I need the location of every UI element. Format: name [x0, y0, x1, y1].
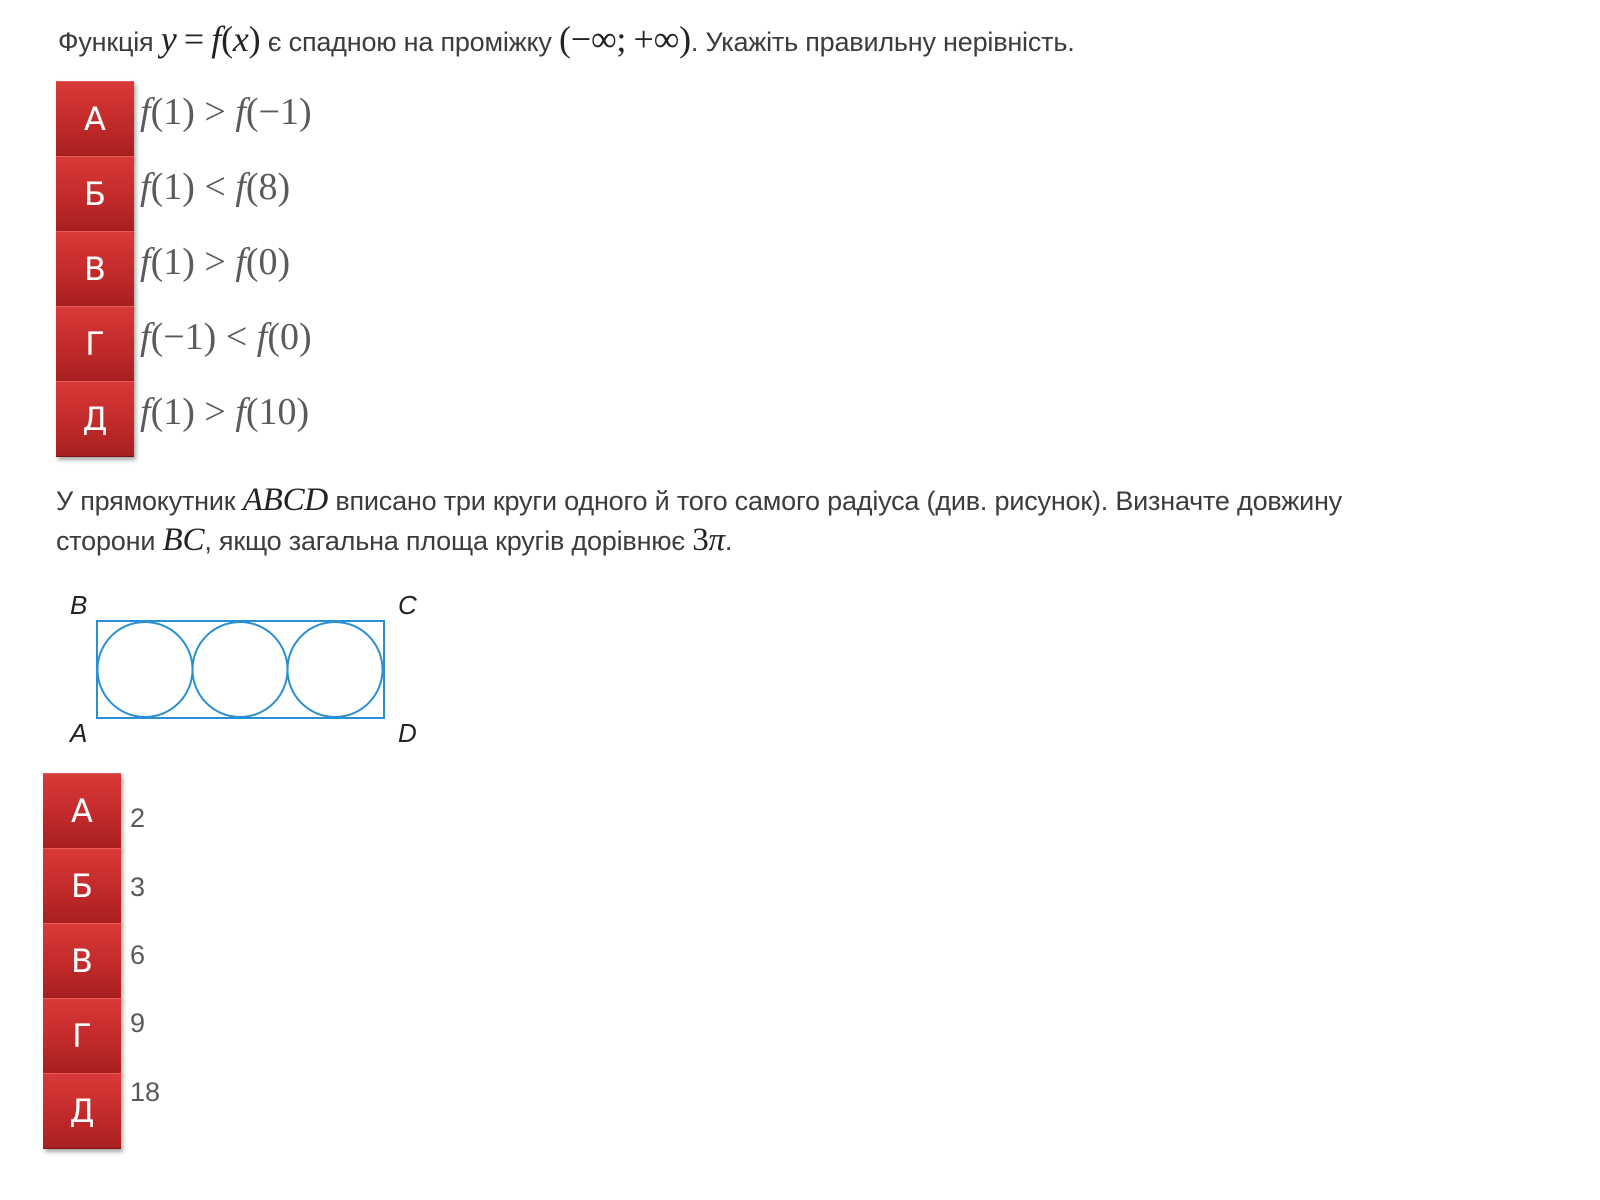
q1-text-1: Функція [58, 27, 154, 57]
q2-option-d-letter: Г [72, 1017, 92, 1055]
q1-d-rhs-f: f [256, 316, 268, 358]
q1-option-a-badge[interactable] [56, 81, 134, 157]
q2-option-e-value: 18 [130, 1077, 161, 1107]
q2-option-a-value: 2 [130, 803, 146, 833]
q1-text-3: . Укажіть правильну нерівність. [690, 27, 1075, 57]
q2-option-b-badge[interactable] [43, 848, 121, 924]
figure-label-b: B [70, 590, 88, 620]
q2-line1-b: вписано три круги одного й того самого радіуса (див. рисунок). Визначте довжину [335, 486, 1342, 516]
q1-e-rhs-f: f [235, 391, 246, 433]
q1-math-f: f [211, 19, 222, 59]
q1-c-rhs-f: f [235, 241, 246, 283]
q2-line2-num: 3 [692, 522, 709, 558]
q1-option-e-letter: Д [82, 400, 108, 438]
q2-option-c-letter: В [71, 942, 93, 980]
q1-c-op: > [204, 241, 226, 283]
circle-1 [98, 622, 193, 717]
q1-option-d-text [140, 315, 312, 359]
q1-text-2: є спадною на проміжку [267, 27, 552, 57]
q1-c-rhs-arg: (0) [245, 241, 291, 283]
q2-option-a-letter: А [71, 792, 93, 830]
q1-option-c-letter: В [84, 250, 106, 288]
q1-math-y: y [160, 19, 177, 59]
q1-option-d-badge[interactable] [56, 306, 134, 382]
q1-e-rhs-arg: (10) [245, 391, 310, 433]
q2-line2-math: BC [162, 522, 205, 558]
q1-c-lhs-f: f [140, 241, 151, 283]
q2-line2-end: . [724, 526, 733, 556]
q1-b-rhs-f: f [235, 166, 246, 208]
q1-e-lhs-arg: (1) [150, 391, 195, 433]
q1-e-op: > [204, 391, 226, 433]
question1-statement [58, 18, 1075, 60]
q2-option-c-badge[interactable] [43, 923, 121, 999]
q1-option-a-letter: А [84, 100, 106, 138]
figure-label-a: A [70, 718, 88, 748]
q1-option-e-text [140, 390, 309, 434]
q1-e-lhs-f: f [140, 391, 151, 433]
circle-3 [288, 622, 383, 717]
q2-option-e-badge[interactable] [43, 1073, 121, 1149]
q1-a-lhs-f: f [140, 91, 151, 133]
q2-line1-a: У прямокутник [56, 486, 236, 516]
q2-line2-b: , якщо загальна площа кругів дорівнює [204, 526, 685, 556]
q1-math-eq: = [183, 19, 204, 59]
q1-option-b-letter: Б [84, 175, 106, 213]
question2-line1 [56, 482, 1342, 519]
rectangle-with-circles [90, 615, 396, 725]
q2-option-c-value: 6 [130, 940, 146, 970]
q1-interval-close: +∞) [633, 19, 691, 59]
q1-option-c-badge[interactable] [56, 231, 134, 307]
figure-label-c: C [398, 590, 417, 620]
q1-interval-open: (−∞; [559, 19, 627, 59]
q1-c-lhs-arg: (1) [150, 241, 195, 283]
q1-math-open: ( [221, 19, 233, 59]
q2-option-b-value: 3 [130, 872, 146, 902]
q1-option-b-text [140, 165, 290, 209]
q2-option-b-letter: Б [71, 867, 93, 905]
q1-b-op: < [204, 166, 226, 208]
rectangle-abcd [97, 621, 384, 718]
q2-line2-pi: π [708, 522, 725, 558]
q2-line2-a: сторони [56, 526, 156, 556]
q2-option-d-value: 9 [130, 1008, 146, 1038]
q1-d-op: < [225, 316, 248, 358]
q2-option-d-badge[interactable] [43, 998, 121, 1074]
q1-option-d-letter: Г [85, 325, 105, 363]
q1-math-x: x [232, 19, 249, 59]
q1-b-lhs-arg: (1) [150, 166, 195, 208]
q1-d-rhs-arg: (0) [267, 316, 312, 358]
figure-label-d: D [398, 718, 417, 748]
q1-option-b-badge[interactable] [56, 156, 134, 232]
q1-a-rhs-f: f [235, 91, 246, 133]
q1-option-e-badge[interactable] [56, 381, 134, 457]
question2-line2 [56, 522, 732, 559]
q1-option-a-text [140, 90, 312, 134]
q2-option-e-letter: Д [69, 1092, 95, 1130]
q2-line1-math: ABCD [242, 482, 329, 518]
q2-option-a-badge[interactable] [43, 773, 121, 849]
q1-a-rhs-arg: (−1) [245, 91, 312, 133]
q1-b-lhs-f: f [140, 166, 151, 208]
q1-a-op: > [204, 91, 226, 133]
q1-d-lhs-arg: (−1) [150, 316, 217, 358]
circle-2 [193, 622, 288, 717]
q1-option-c-text [140, 240, 290, 284]
q1-math-close: ) [248, 19, 261, 59]
q1-a-lhs-arg: (1) [150, 91, 195, 133]
q1-d-lhs-f: f [140, 316, 151, 358]
q1-b-rhs-arg: (8) [245, 166, 291, 208]
